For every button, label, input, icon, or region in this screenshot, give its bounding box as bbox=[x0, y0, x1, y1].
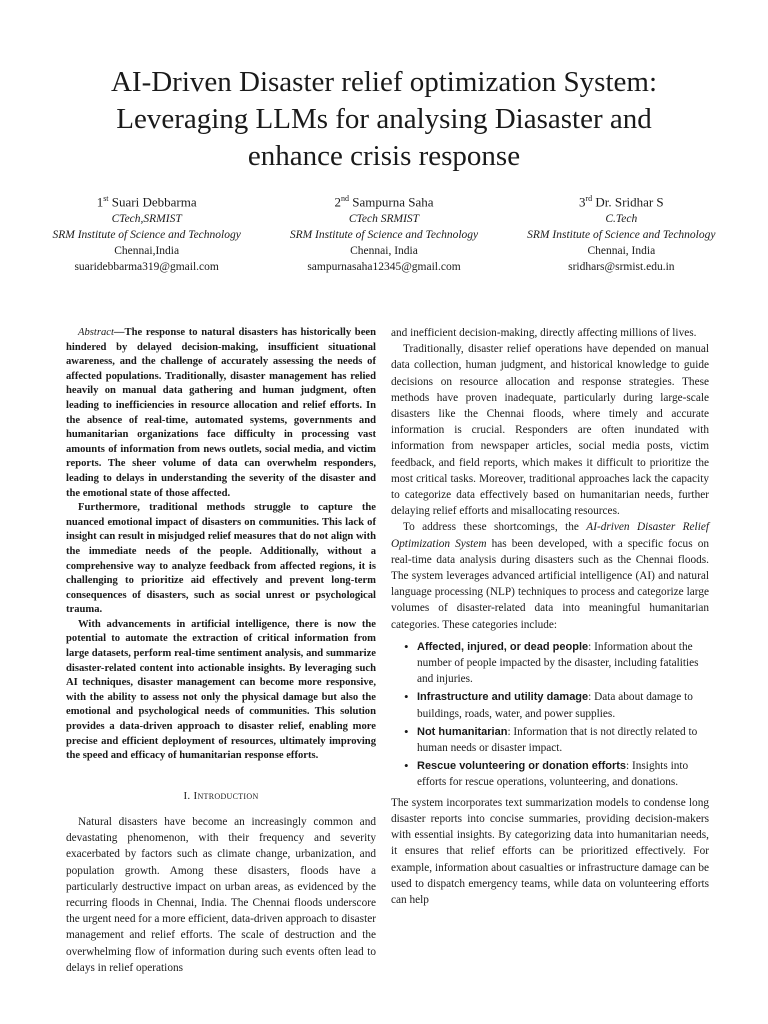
author-city: Chennai,India bbox=[114, 245, 180, 258]
list-item: • Infrastructure and utility damage: Data about damage to buildings, roads, water, and power supplies. bbox=[417, 689, 709, 721]
right-column bbox=[391, 325, 709, 908]
list-item: • Rescue volunteering or donation efforts: Insights into efforts for rescue operations, volunteering, and donations. bbox=[417, 758, 709, 790]
abstract-paragraph-1: Abstract—The response to natural disasters has historically been hindered by delayed decision-making, insufficient situational awareness, and the challenge of accurately assessing the needs of affected populations. Traditionally, disaster management has relied heavily on manual data gathering and human judgment, often leading to inefficiencies in resource allocation and relief efforts. In the absence of real-time, automated systems, governments and humanitarian organizations face difficulty in processing vast amounts of information from news outlets, social media, and victim reports. The sheer volume of data can overwhelm responders, leading to delays in understanding the severity of the disaster and the emotional state of those affected. bbox=[66, 327, 376, 499]
list-item: • Affected, injured, or dead people: Information about the number of people impacted by the disaster, including fatalities and injuries. bbox=[417, 639, 709, 688]
author-name: 2nd Sampurna Saha bbox=[334, 194, 434, 210]
author-block bbox=[28, 190, 740, 275]
intro-paragraph-1: Natural disasters have become an increasingly common and devastating phenomenon, with their frequency and severity exacerbated by factors such as climate change, urbanization, and population growth. Among these disasters, floods have a particularly destructive impact on urban areas, as evidenced by the recurring floods in Chennai, India. The Chennai floods underscore the urgent need for a more efficient, data-driven approach to disaster management and relief efforts. The scale of destruction and the overwhelming flow of information during such events often lead to delays in relief operations bbox=[66, 816, 376, 974]
author-dept: CTech SRMIST bbox=[348, 213, 420, 226]
abstract-label: Abstract bbox=[78, 327, 114, 338]
author-1 bbox=[28, 190, 265, 275]
author-dept: CTech,SRMIST bbox=[111, 213, 182, 226]
list-item: • Not humanitarian: Information that is not directly related to human needs or disaster impact. bbox=[417, 724, 709, 756]
author-org: SRM Institute of Science and Technology bbox=[52, 229, 241, 242]
left-column bbox=[66, 326, 376, 976]
section-heading-introduction: I. Introduction bbox=[183, 789, 259, 802]
intro-paragraph-3: To address these shortcomings, the AI-driven Disaster Relief Optimization System has been developed, with a specific focus on real-time data analysis during disasters such as the Chennai floods. The system leverages advanced artificial intelligence (AI) and natural language processing (NLP) techniques to process and categorize large volumes of disaster-related data into meaningful humanitarian categories. These categories include: bbox=[391, 521, 709, 631]
abstract-paragraph-2: Furthermore, traditional methods struggle to capture the nuanced emotional impact of disasters on communities. This lack of insight can result in misjudged relief measures that do not align with the immediate needs of the people. Additionally, without a comprehensive way to analyze feedback from affected regions, it is challenging to prioritize aid effectively and prevent long-term consequences of disasters, such as social unrest or psychological trauma. bbox=[66, 502, 376, 616]
author-dept: C.Tech bbox=[605, 213, 638, 226]
author-2 bbox=[265, 190, 502, 275]
category-list bbox=[391, 639, 709, 791]
author-city: Chennai, India bbox=[350, 245, 418, 258]
author-city: Chennai, India bbox=[587, 245, 656, 258]
intro-paragraph-4: The system incorporates text summarization models to condense long disaster reports into concise summaries, providing decision-makers with essential insights. By categorizing data into humanitarian needs, it ensures that relief efforts can be prioritized effectively. For example, information about casualties or infrastructure damage can be used to dispatch emergency teams, while data on volunteering efforts can help bbox=[391, 796, 709, 906]
author-email: sridhars@srmist.edu.in bbox=[568, 261, 675, 274]
paper-title bbox=[40, 64, 728, 175]
title-line-3: enhance crisis response bbox=[247, 140, 521, 172]
author-org: SRM Institute of Science and Technology bbox=[289, 229, 479, 242]
intro-paragraph-2: Traditionally, disaster relief operations have depended on manual data collection, human judgment, and historical knowledge to guide decisions on resource allocation and response strategies. These methods have proven inadequate, particularly during large-scale disasters like the Chennai floods, where timely and accurate information is crucial. Responders are often inundated with information from newspaper articles, social media posts, victim feedback, and field reports, which makes it difficult to prioritize the most critical tasks. Moreover, traditional approaches lack the capacity to categorize data effectively based on humanitarian needs, further delaying relief efforts and misallocating resources. bbox=[391, 343, 709, 518]
title-line-2: Leveraging LLMs for analysing Diasaster and bbox=[116, 103, 652, 135]
author-org: SRM Institute of Science and Technology bbox=[527, 229, 716, 242]
title-line-1: AI-Driven Disaster relief optimization System: bbox=[110, 66, 658, 98]
intro-paragraph-1-cont: and inefficient decision-making, directly affecting millions of lives. bbox=[391, 327, 697, 339]
author-email: sampurnasaha12345@gmail.com bbox=[307, 261, 461, 274]
author-name: 1st Suari Debbarma bbox=[96, 194, 197, 210]
author-email: suaridebbarma319@gmail.com bbox=[74, 261, 219, 274]
author-name: 3rd Dr. Sridhar S bbox=[578, 194, 664, 210]
author-3 bbox=[503, 190, 740, 275]
abstract-paragraph-3: With advancements in artificial intelligence, there is now the potential to automate the extraction of critical information from large datasets, perform real-time sentiment analysis, and summarize disaster-related content into actionable insights. By leveraging such AI techniques, disaster management can become more responsive, with the ability to assess not only the physical damage but also the emotional and psychological needs of communities. This solution provides a data-driven approach to disaster relief, enabling more precise and efficient deployment of resources, ultimately improving the speed and efficacy of humanitarian response efforts. bbox=[66, 618, 376, 762]
abstract bbox=[66, 326, 376, 764]
system-name: AI-driven Disaster Relief Optimization System bbox=[391, 521, 709, 550]
